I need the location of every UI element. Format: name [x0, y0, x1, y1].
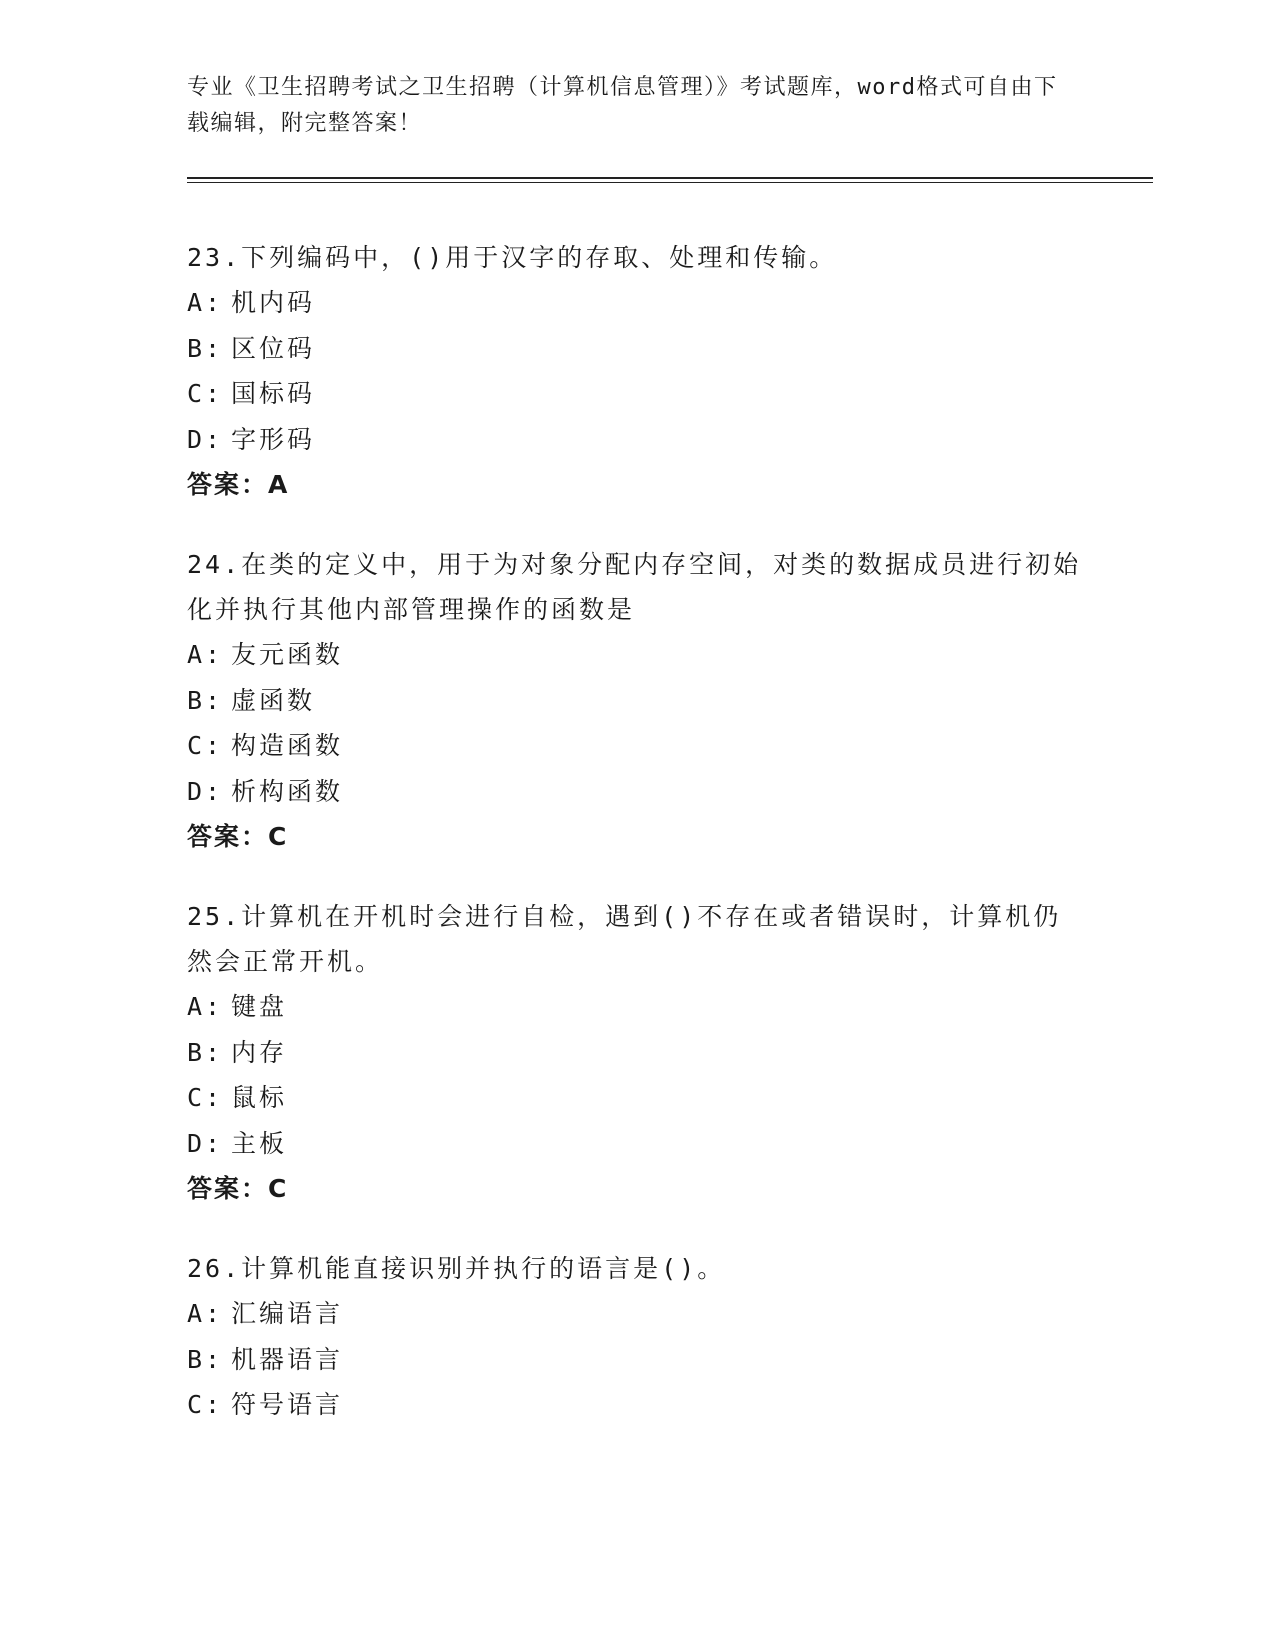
question-23 — [187, 235, 1087, 508]
question-stem: 25.计算机在开机时会进行自检，遇到()不存在或者错误时，计算机仍然会正常开机。 — [187, 902, 1062, 976]
option-b: B: 机器语言 — [187, 1344, 344, 1374]
option-d: D: 字形码 — [187, 424, 316, 454]
option-c: C: 国标码 — [187, 379, 316, 408]
question-stem: 26.计算机能直接识别并执行的语言是()。 — [187, 1254, 726, 1283]
option-d: D: 主板 — [187, 1128, 288, 1158]
question-25 — [187, 894, 1087, 1212]
option-a: A: 键盘 — [187, 992, 288, 1021]
question-26 — [187, 1246, 1087, 1428]
question-stem: 23.下列编码中，()用于汉字的存取、处理和传输。 — [187, 243, 838, 272]
question-list — [187, 235, 1087, 1462]
option-c: C: 构造函数 — [187, 731, 344, 760]
header-divider — [187, 177, 1153, 179]
document-header: 专业《卫生招聘考试之卫生招聘（计算机信息管理）》考试题库，word格式可自由下载编辑，附完整答案！ — [187, 75, 1058, 136]
option-b: B: 区位码 — [187, 333, 316, 363]
answer: 答案：C — [187, 1174, 289, 1203]
answer: 答案：C — [187, 822, 289, 851]
answer: 答案：A — [187, 470, 290, 499]
option-a: A: 机内码 — [187, 288, 316, 317]
header-divider-thin — [187, 182, 1153, 183]
option-c: C: 符号语言 — [187, 1390, 344, 1419]
question-stem: 24.在类的定义中，用于为对象分配内存空间，对类的数据成员进行初始化并执行其他内部管理操作的函数是 — [187, 550, 1082, 624]
option-a: A: 汇编语言 — [187, 1299, 344, 1328]
option-a: A: 友元函数 — [187, 640, 344, 669]
option-b: B: 内存 — [187, 1037, 288, 1067]
option-c: C: 鼠标 — [187, 1083, 288, 1112]
option-b: B: 虚函数 — [187, 685, 316, 715]
option-d: D: 析构函数 — [187, 776, 344, 806]
question-24 — [187, 542, 1087, 860]
